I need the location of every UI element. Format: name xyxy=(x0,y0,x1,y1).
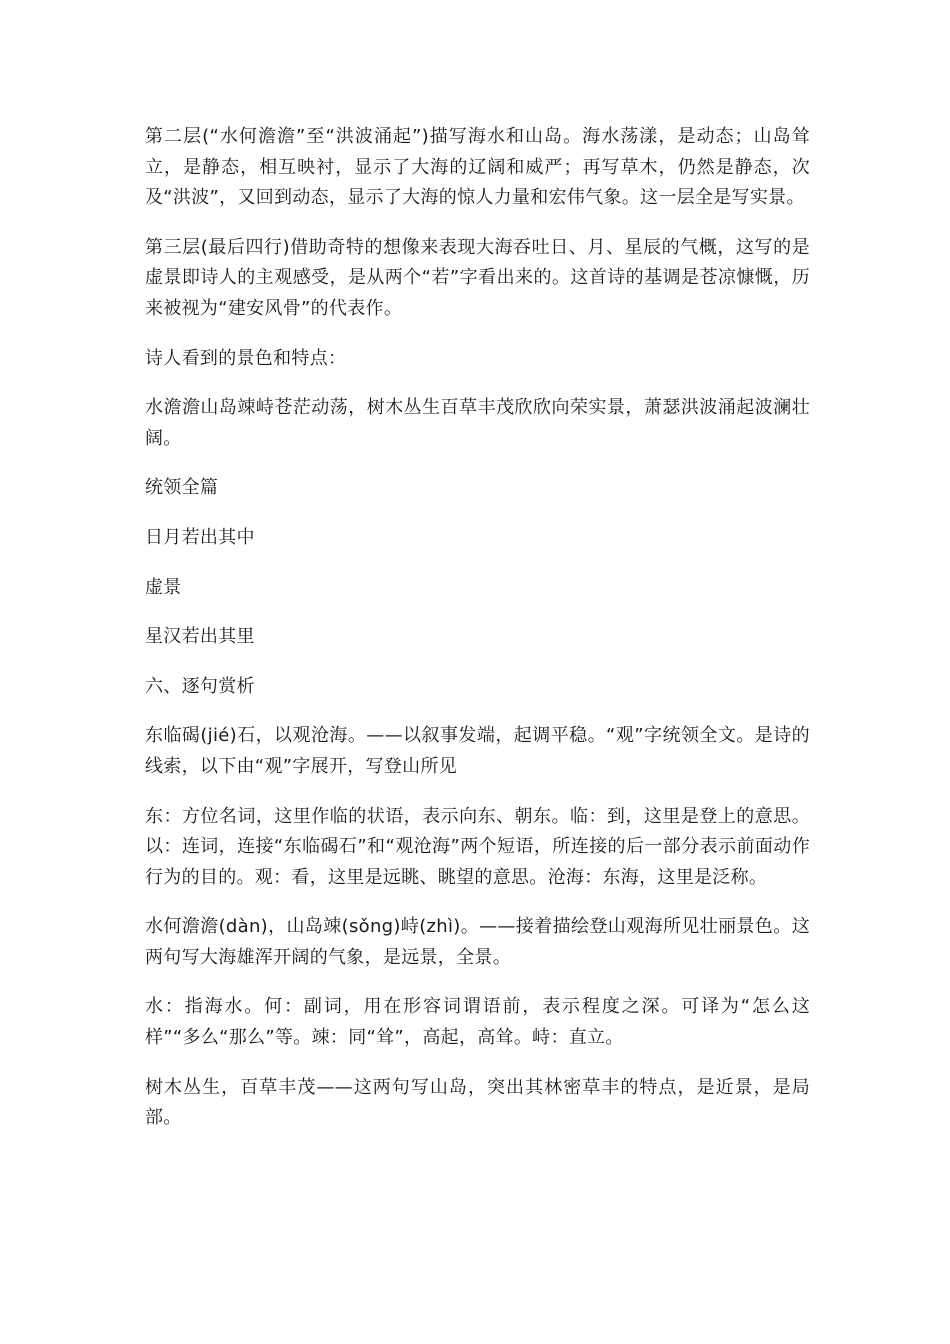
paragraph-line-2-notes: 水：指海水。何：副词，用在形容词谓语前，表示程度之深。可译为“怎么这样”“多么“那么”等。竦：同“耸”，高起，高耸。峙：直立。 xyxy=(145,996,810,1049)
paragraph-overall: 统领全篇 xyxy=(145,477,219,499)
section-heading-line-analysis: 六、逐句赏析 xyxy=(145,675,255,697)
paragraph-scenery-list: 水澹澹山岛竦峙苍茫动荡，树木丛生百草丰茂欣欣向荣实景，萧瑟洪波涌起波澜壮阔。 xyxy=(145,397,810,449)
paragraph-second-layer: 第二层(“水何澹澹”至“洪波涌起”)描写海水和山岛。海水荡漾，是动态；山岛耸立，是静态，相互映衬，显示了大海的辽阔和威严；再写草木，仍然是静态，次及“洪波”，又回到动态，显示了大海的惊人力量和宏伟气象。这一层全是写实景。 xyxy=(145,126,810,209)
paragraph-milky-way: 星汉若出其里 xyxy=(145,626,255,648)
paragraph-line-1: 东临碣(jié)石，以观沧海。——以叙事发端，起调平稳。“观”字统领全文。是诗的线索，以下由“观”字展开，写登山所见 xyxy=(145,725,810,777)
paragraph-scenery-heading: 诗人看到的景色和特点： xyxy=(145,347,347,369)
paragraph-line-2: 水何澹澹(dàn)，山岛竦(sǒng)峙(zhì)。——接着描绘登山观海所见壮丽景色。这两句写大海雄浑开阔的气象，是远景，全景。 xyxy=(145,916,810,968)
paragraph-virtual-scene: 虚景 xyxy=(145,576,182,598)
document-body xyxy=(145,122,810,1153)
paragraph-line-3: 树木丛生，百草丰茂——这两句写山岛，突出其林密草丰的特点，是近景，是局部。 xyxy=(145,1076,810,1129)
paragraph-sun-moon: 日月若出其中 xyxy=(145,526,255,548)
paragraph-line-1-notes: 东：方位名词，这里作临的状语，表示向东、朝东。临：到，这里是登上的意思。以：连词，连接“东临碣石”和“观沧海”两个短语，所连接的后一部分表示前面动作行为的目的。观：看，这里是远眺、眺望的意思。沧海：东海，这里是泛称。 xyxy=(145,805,810,888)
paragraph-third-layer: 第三层(最后四行)借助奇特的想像来表现大海吞吐日、月、星辰的气概，这写的是虚景即诗人的主观感受，是从两个“若”字看出来的。这首诗的基调是苍凉慷慨，历来被视为“建安风骨”的代表作。 xyxy=(145,236,810,319)
